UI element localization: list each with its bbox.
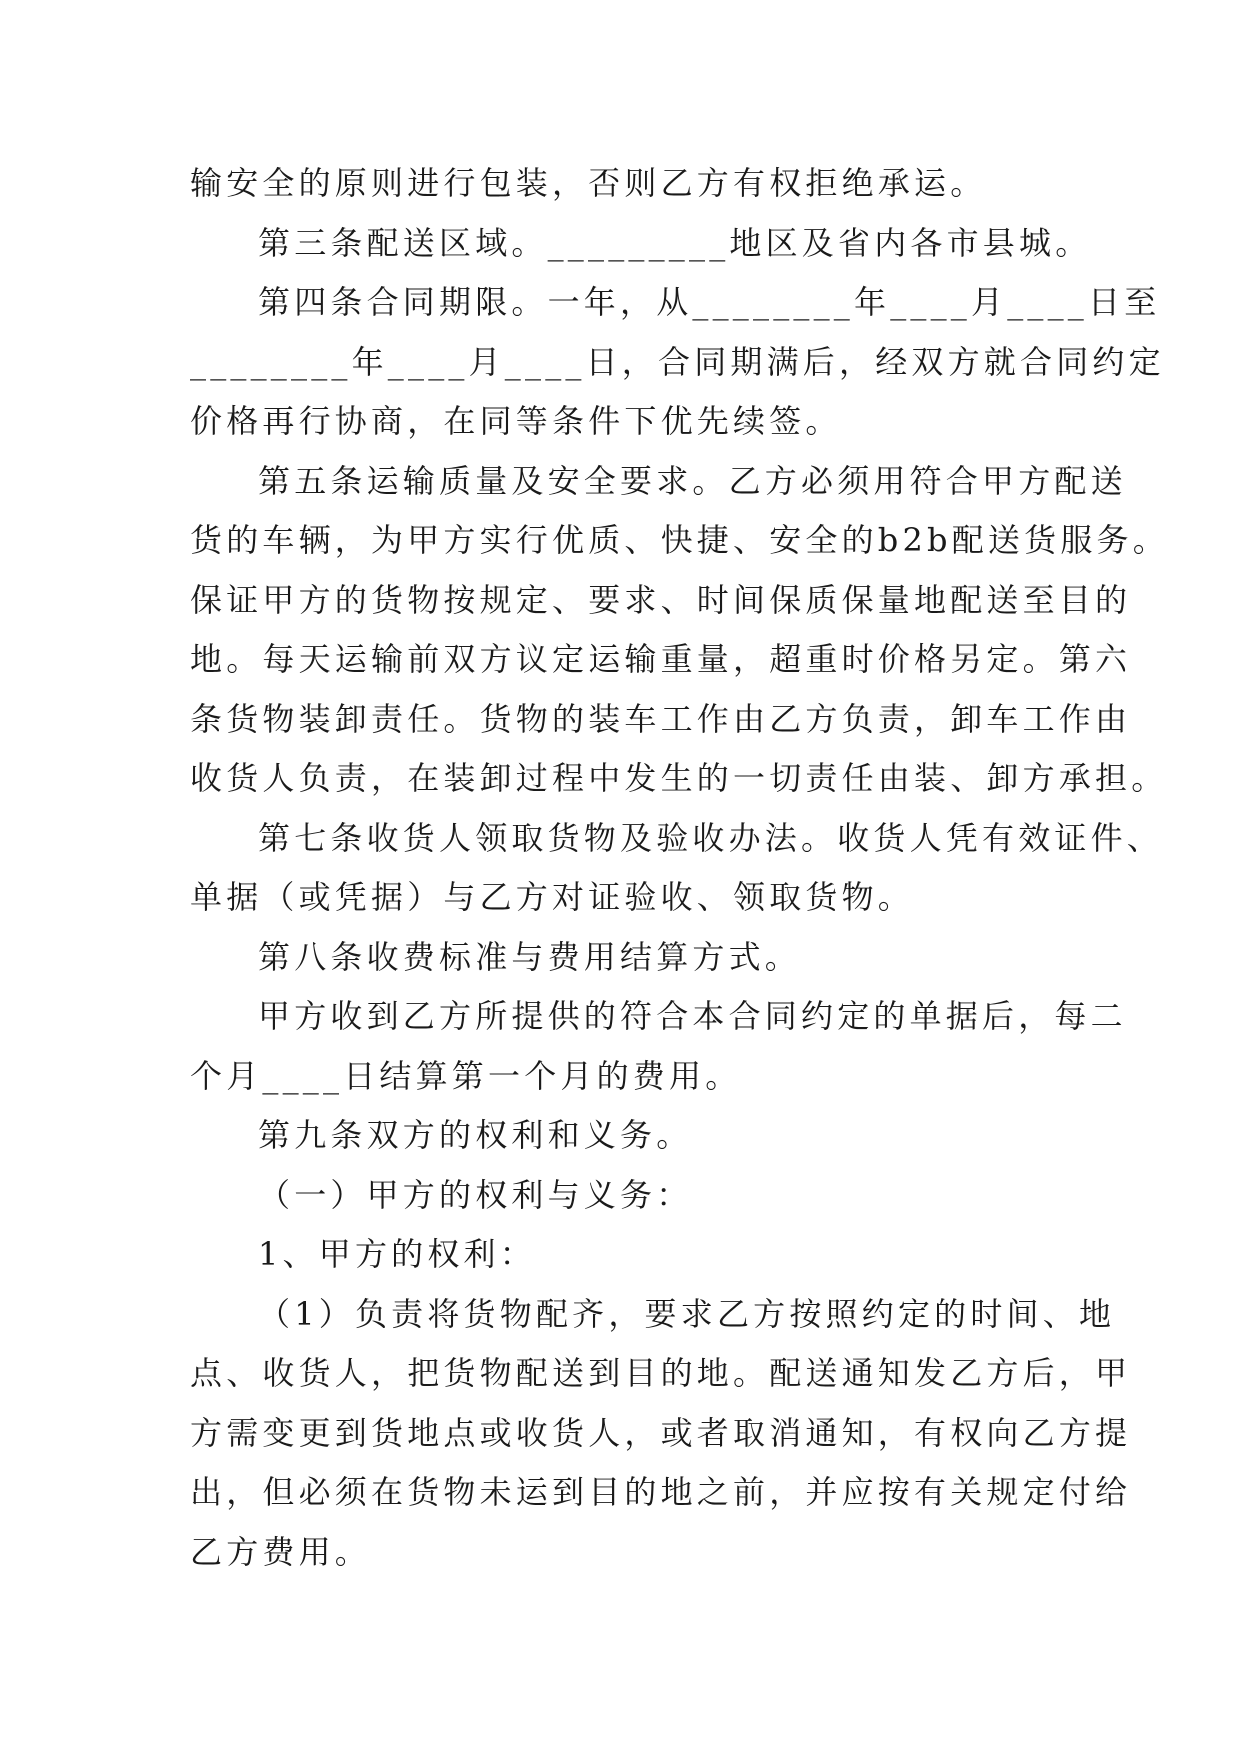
text-line: 出，但必须在货物未运到目的地之前，并应按有关规定付给 (190, 1473, 1132, 1511)
text-line: 第五条运输质量及安全要求。乙方必须用符合甲方配送 (258, 461, 1127, 500)
text-line: 第四条合同期限。一年，从________年____月____日至 (258, 283, 1161, 321)
text-line: 乙方费用。 (190, 1532, 372, 1571)
text-line: 价格再行协商，在同等条件下优先续签。 (190, 402, 842, 440)
text-line: ________年____月____日，合同期满后，经双方就合同约定 (190, 342, 1165, 381)
text-line: 条货物装卸责任。货物的装车工作由乙方负责，卸车工作由 (190, 699, 1132, 738)
text-line: 输安全的原则进行包装，否则乙方有权拒绝承运。 (190, 164, 987, 202)
text-line: （一）甲方的权利与义务： (258, 1175, 693, 1214)
text-line: 收货人负责，在装卸过程中发生的一切责任由装、卸方承担。 (190, 759, 1168, 797)
text-line: 地。每天运输前双方议定运输重量，超重时价格另定。第六 (190, 640, 1132, 678)
text-line: 方需变更到货地点或收货人，或者取消通知，有权向乙方提 (190, 1413, 1132, 1452)
document-page (190, 154, 1169, 1582)
text-line: 个月____日结算第一个月的费用。 (190, 1056, 742, 1095)
text-line: 保证甲方的货物按规定、要求、时间保质保量地配送至目的 (190, 580, 1132, 619)
text-line: （1）负责将货物配齐，要求乙方按照约定的时间、地 (258, 1294, 1116, 1333)
text-line: 单据（或凭据）与乙方对证验收、领取货物。 (190, 878, 915, 916)
text-line: 1、甲方的权利： (258, 1235, 536, 1273)
text-line: 第八条收费标准与费用结算方式。 (258, 937, 802, 976)
text-line: 第七条收货人领取货物及验收办法。收货人凭有效证件、 (258, 818, 1164, 857)
text-line: 第九条双方的权利和义务。 (258, 1116, 693, 1154)
text-line: 点、收货人，把货物配送到目的地。配送通知发乙方后，甲 (190, 1354, 1132, 1392)
text-line: 甲方收到乙方所提供的符合本合同约定的单据后，每二 (258, 997, 1127, 1035)
text-line: 第三条配送区域。_________地区及省内各市县城。 (258, 223, 1092, 262)
text-line: 货的车辆，为甲方实行优质、快捷、安全的b2b配送货服务。 (190, 521, 1169, 559)
